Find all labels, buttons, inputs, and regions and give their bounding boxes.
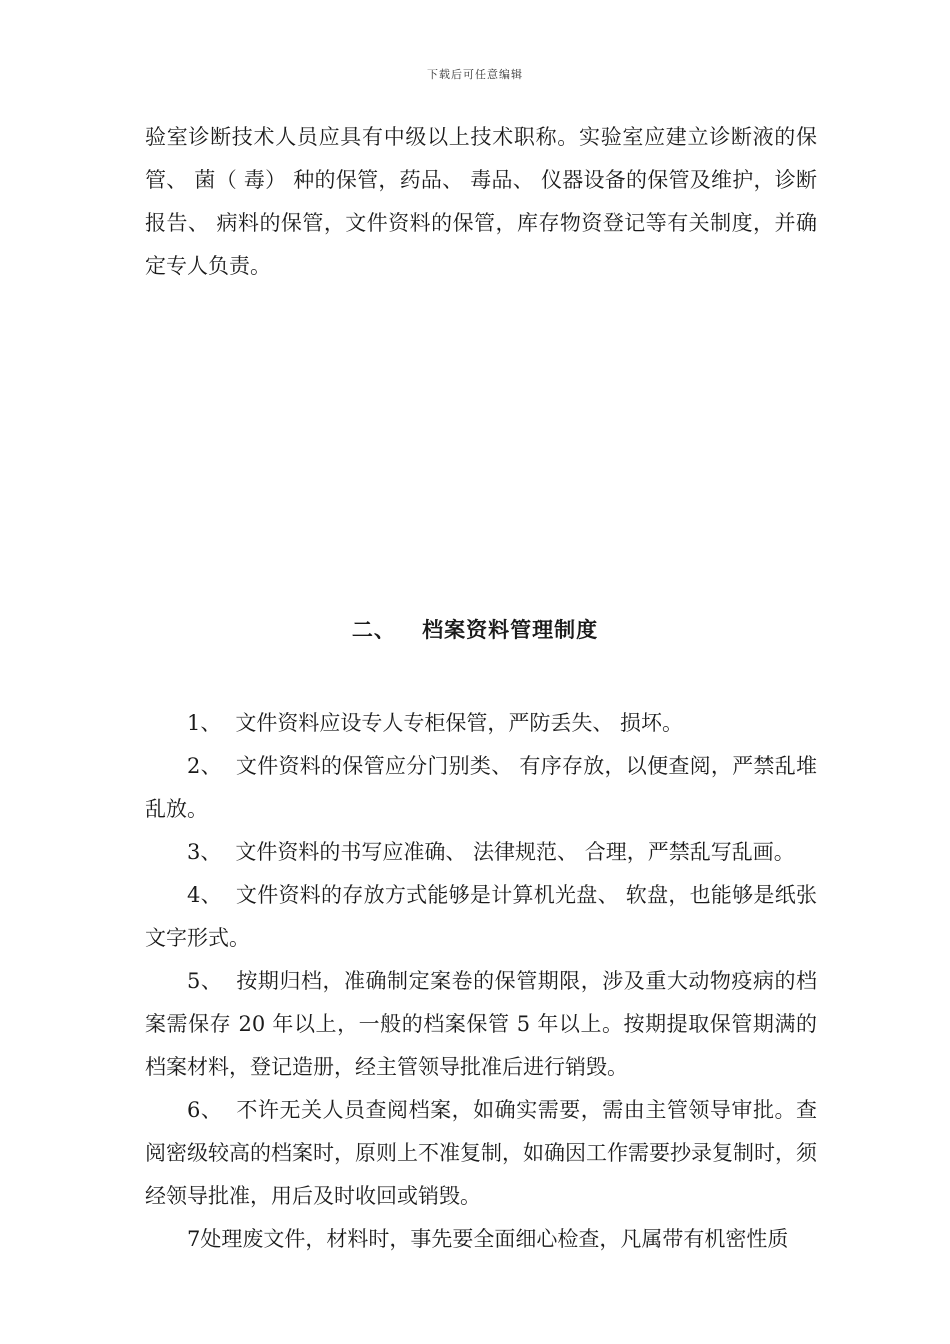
list-item [145,745,817,831]
item-text: 按期归档，准确制定案卷的保管期限，涉及重大动物疫病的档案需保存 20 年以上，一般的档案保管 5 年以上。按期提取保管期满的档案材料，登记造册，经主管领导批准后进行销毁。 [145,969,817,1079]
rules-list [145,702,817,1261]
section-title: 档案资料管理制度 [422,618,599,642]
item-text: 文件资料的存放方式能够是计算机光盘、 软盘，也能够是纸张文字形式。 [145,883,817,950]
item-text: 处理废文件，材料时，事先要全面细心检查，凡属带有机密性质 [200,1227,789,1251]
page-header: 下载后可任意编辑 [427,68,523,81]
item-number: 2、 [187,754,222,778]
item-text: 文件资料应设专人专柜保管，严防丢失、 损坏。 [235,711,684,735]
item-number: 6、 [187,1098,223,1122]
item-text: 文件资料的保管应分门别类、 有序存放，以便查阅，严禁乱堆乱放。 [145,754,817,821]
section-number: 二、 [351,618,396,642]
intro-paragraph: 验室诊断技术人员应具有中级以上技术职称。实验室应建立诊断液的保管、 菌（ 毒） 种的保管，药品、 毒品、 仪器设备的保管及维护，诊断报告、 病料的保管，文件资料的保管，库存物资登记等有关制度，并确定专人负责。 [145,125,817,278]
item-text: 不许无关人员查阅档案，如确实需要，需由主管领导审批。查阅密级较高的档案时，原则上不准复制，如确因工作需要抄录复制时，须经领导批准，用后及时收回或销毁。 [145,1098,817,1208]
item-number: 4、 [187,883,222,907]
item-text: 文件资料的书写应准确、 法律规范、 合理，严禁乱写乱画。 [235,840,795,864]
list-item [145,1089,817,1218]
section-heading [0,614,950,644]
item-number: 3、 [187,840,222,864]
item-number: 1、 [187,711,222,735]
list-item [145,874,817,960]
list-item [145,702,817,745]
list-item [145,831,817,874]
list-item [145,960,817,1089]
item-number: 5、 [187,969,223,993]
item-number: 7 [187,1227,201,1251]
list-item [145,1218,817,1261]
